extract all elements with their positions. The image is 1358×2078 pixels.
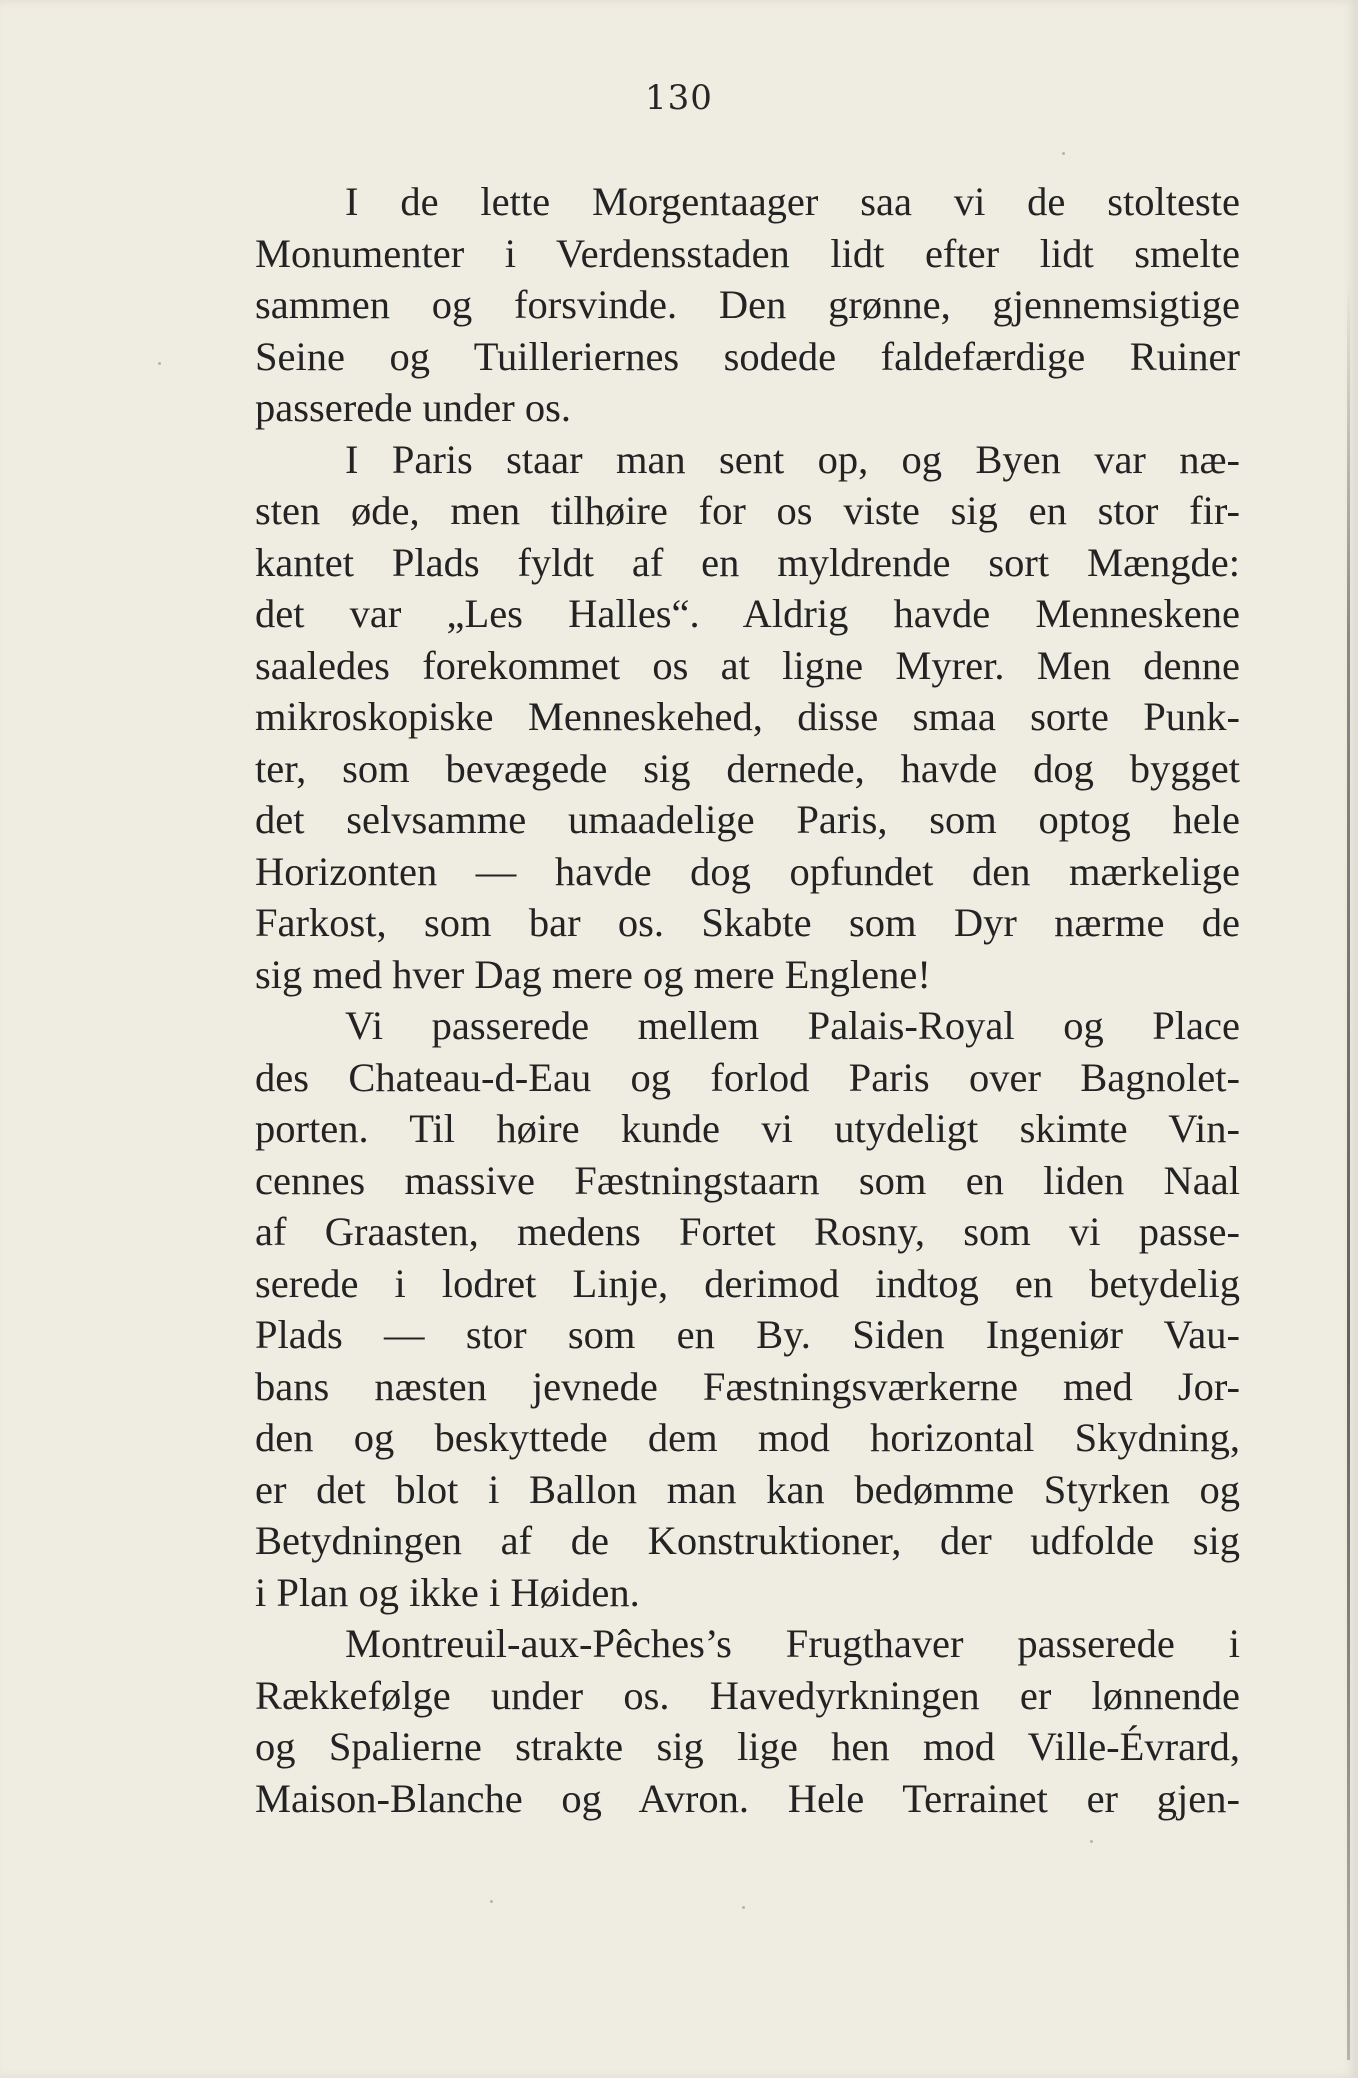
text-line: Monumenter i Verdensstaden lidt efter lidt smelte bbox=[255, 230, 1240, 276]
paper-speck bbox=[742, 1906, 745, 1909]
text-line: det var „Les Halles“. Aldrig havde Menneskene bbox=[255, 591, 1240, 636]
text-line: kantet Plads fyldt af en myldrende sort Mængde: bbox=[255, 539, 1240, 585]
text-line: sammen og forsvinde. Den grønne, gjennemsigtige bbox=[255, 282, 1240, 327]
paper-speck bbox=[490, 1900, 493, 1903]
text-line: mikroskopiske Menneskehed, disse smaa sorte Punk- bbox=[255, 694, 1240, 739]
text-line: Montreuil-aux-Pêches’s Frugthaver passerede i bbox=[345, 1621, 1240, 1666]
text-line: I Paris staar man sent op, og Byen var næ- bbox=[345, 436, 1240, 482]
text-line: det selvsamme umaadelige Paris, som optog hele bbox=[255, 797, 1240, 842]
text-line: Vi passerede mellem Palais-Royal og Place bbox=[345, 1003, 1240, 1048]
text-line: serede i lodret Linje, derimod indtog en betydelig bbox=[255, 1260, 1240, 1306]
text-line: Farkost, som bar os. Skabte som Dyr nærme de bbox=[255, 900, 1240, 945]
text-line: ter, som bevægede sig dernede, havde dog bygget bbox=[255, 745, 1240, 791]
text-line: Plads — stor som en By. Siden Ingeniør Vau- bbox=[255, 1312, 1240, 1357]
text-line: passerede under os. bbox=[255, 385, 572, 430]
paper-speck bbox=[158, 362, 161, 365]
text-line: i Plan og ikke i Høiden. bbox=[255, 1569, 640, 1615]
text-line: saaledes forekommet os at ligne Myrer. Men denne bbox=[255, 642, 1240, 688]
text-line: den og beskyttede dem mod horizontal Skydning, bbox=[255, 1415, 1240, 1460]
text-line: cennes massive Fæstningstaarn som en liden Naal bbox=[255, 1157, 1240, 1203]
text-line: sten øde, men tilhøire for os viste sig en stor fir- bbox=[255, 488, 1240, 533]
page-edge-shadow bbox=[1347, 280, 1350, 2060]
text-line: Rækkefølge under os. Havedyrkningen er lønnende bbox=[255, 1672, 1240, 1718]
text-line: sig med hver Dag mere og mere Englene! bbox=[255, 951, 931, 997]
text-line: Betydningen af de Konstruktioner, der udfolde sig bbox=[255, 1518, 1240, 1563]
text-line: af Graasten, medens Fortet Rosny, som vi passe- bbox=[255, 1209, 1240, 1254]
paper-speck bbox=[1090, 1840, 1093, 1843]
text-line: I de lette Morgentaager saa vi de stolteste bbox=[345, 179, 1240, 224]
text-line: Maison-Blanche og Avron. Hele Terrainet er gjen- bbox=[255, 1775, 1240, 1821]
text-line: porten. Til høire kunde vi utydeligt skimte Vin- bbox=[255, 1106, 1240, 1151]
paper-speck bbox=[1062, 152, 1065, 155]
text-line: og Spalierne strakte sig lige hen mod Ville-Évrard, bbox=[255, 1724, 1240, 1769]
text-line: er det blot i Ballon man kan bedømme Styrken og bbox=[255, 1466, 1240, 1512]
body-text bbox=[255, 176, 1240, 1824]
text-line: des Chateau-d-Eau og forlod Paris over Bagnolet- bbox=[255, 1054, 1240, 1100]
page-number: 130 bbox=[645, 78, 713, 118]
text-line: bans næsten jevnede Fæstningsværkerne med Jor- bbox=[255, 1363, 1240, 1409]
text-line: Seine og Tuilleriernes sodede faldefærdige Ruiner bbox=[255, 333, 1240, 379]
text-line: Horizonten — havde dog opfundet den mærkelige bbox=[255, 848, 1240, 894]
